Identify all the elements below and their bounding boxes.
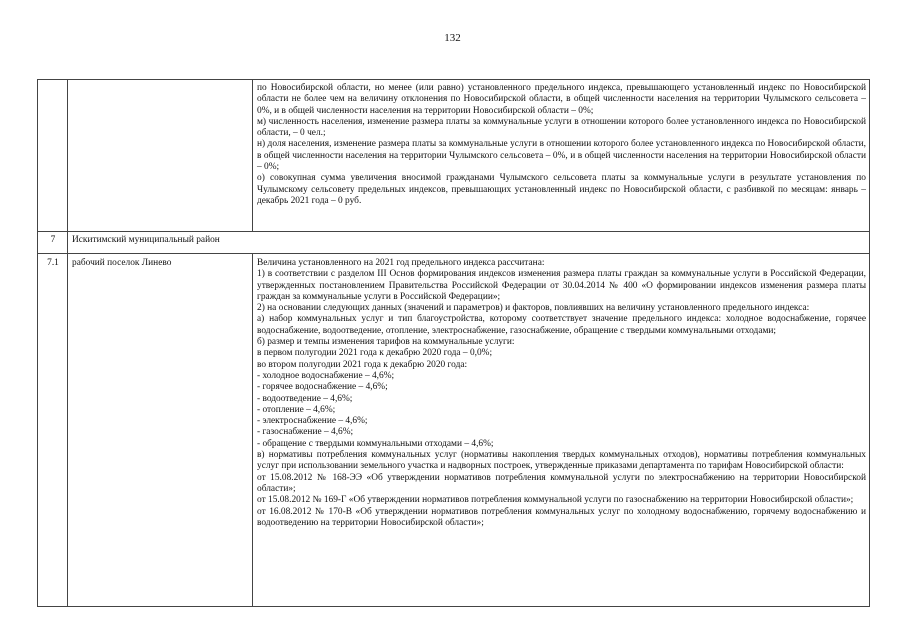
- row-number-cell: 7: [38, 232, 68, 254]
- municipality-name-cell: [68, 80, 253, 232]
- paragraph: Величина установленного на 2021 год предельного индекса рассчитана:: [257, 258, 545, 268]
- section-row: [38, 232, 870, 254]
- paragraph: по Новосибирской области, но менее (или равно) установленного предельного индекса, превышающего установленный индекс по Новосибирской области не более чем на величину отклонения по Новосибирской области, в общей численности населения на территории Чулымского сельсовета – 0%, и в общей численности населения на территории Новосибирской области – 0%;: [257, 83, 866, 116]
- paragraph: в) нормативы потребления коммунальных услуг (нормативы накопления твердых коммунальных отходов), нормативы потребления коммунальных услуг при использовании земельного участка и надворных построек, утвержденные приказами департамента по тарифам Новосибирской области:: [257, 450, 866, 472]
- row-number-cell: 7.1: [38, 254, 68, 607]
- paragraph: а) набор коммунальных услуг и тип благоустройства, которому соответствует значение предельного индекса: холодное водоснабжение, горячее водоснабжение, водоотведение, отопление, электроснабжение, газоснабжение, обращение с твердыми коммунальными отходами;: [257, 314, 866, 336]
- description-cell: [253, 254, 870, 607]
- description-cell: [253, 80, 870, 232]
- row-number-cell: [38, 80, 68, 232]
- paragraph: от 15.08.2012 № 168-ЭЭ «Об утверждении нормативов потребления коммунальной услуги по электроснабжению на территории Новосибирской области»;: [257, 472, 866, 494]
- paragraph: - электроснабжение – 4,6%;: [257, 416, 368, 427]
- table-row: [38, 80, 870, 232]
- paragraph: - газоснабжение – 4,6%;: [257, 427, 354, 438]
- paragraph: - холодное водоснабжение – 4,6%;: [257, 370, 395, 381]
- paragraph: о) совокупная сумма увеличения вносимой гражданами Чулымского сельсовета платы за коммунальные услуги в результате установления по Чулымскому сельсовету предельных индексов, превышающих установленный индекс по Новосибирской области, с разбивкой по месяцам: январь – декабрь 2021 года – 0 руб.: [257, 173, 866, 206]
- paragraph: - горячее водоснабжение – 4,6%;: [257, 382, 388, 393]
- paragraph: - водоотведение – 4,6%;: [257, 393, 353, 404]
- paragraph: от 16.08.2012 № 170-В «Об утверждении нормативов потребления коммунальных услуг по холодному водоснабжению, горячему водоснабжению и водоотведению на территории Новосибирской области»;: [257, 506, 866, 528]
- section-title-cell: Искитимский муниципальный район: [68, 232, 870, 254]
- document-table: [37, 79, 870, 607]
- paragraph: - отопление – 4,6%;: [257, 404, 336, 415]
- paragraph: - обращение с твердыми коммунальными отходами – 4,6%;: [257, 438, 494, 449]
- paragraph: во втором полугодии 2021 года к декабрю 2020 года:: [257, 359, 468, 370]
- paragraph: в первом полугодии 2021 года к декабрю 2020 года – 0,0%;: [257, 348, 493, 359]
- table-row: [38, 254, 870, 607]
- paragraph: н) доля населения, изменение размера платы за коммунальные услуги в отношении которого более установленного индекса по Новосибирской области, в общей численности населения на территории Чулымского сельсовета – 0%, и в общей численности населения на территории Новосибирской области – 0%;: [257, 139, 866, 173]
- paragraph: м) численность населения, изменение размера платы за коммунальные услуги в отношении которого более установленного индекса по Новосибирской области, – 0 чел.;: [257, 116, 866, 139]
- municipality-name-cell: рабочий поселок Линево: [68, 254, 253, 607]
- paragraph: 2) на основании следующих данных (значений и параметров) и факторов, повлиявших на величину установленного предельного индекса:: [257, 303, 810, 314]
- paragraph: б) размер и темпы изменения тарифов на коммунальные услуги:: [257, 337, 515, 348]
- paragraph: от 15.08.2012 № 169-Г «Об утверждении нормативов потребления коммунальной услуги по газоснабжению на территории Новосибирской области»;: [257, 495, 854, 506]
- page-number: 132: [444, 32, 461, 44]
- paragraph: 1) в соответствии с разделом III Основ формирования индексов изменения размера платы граждан за коммунальные услуги в Российской Федерации, утвержденных постановлением Правительства Российской Федерации от 30.04.2014 № 400 «О формировании индексов изменения размера платы граждан за коммунальные услуги в Российской Федерации»;: [257, 269, 866, 302]
